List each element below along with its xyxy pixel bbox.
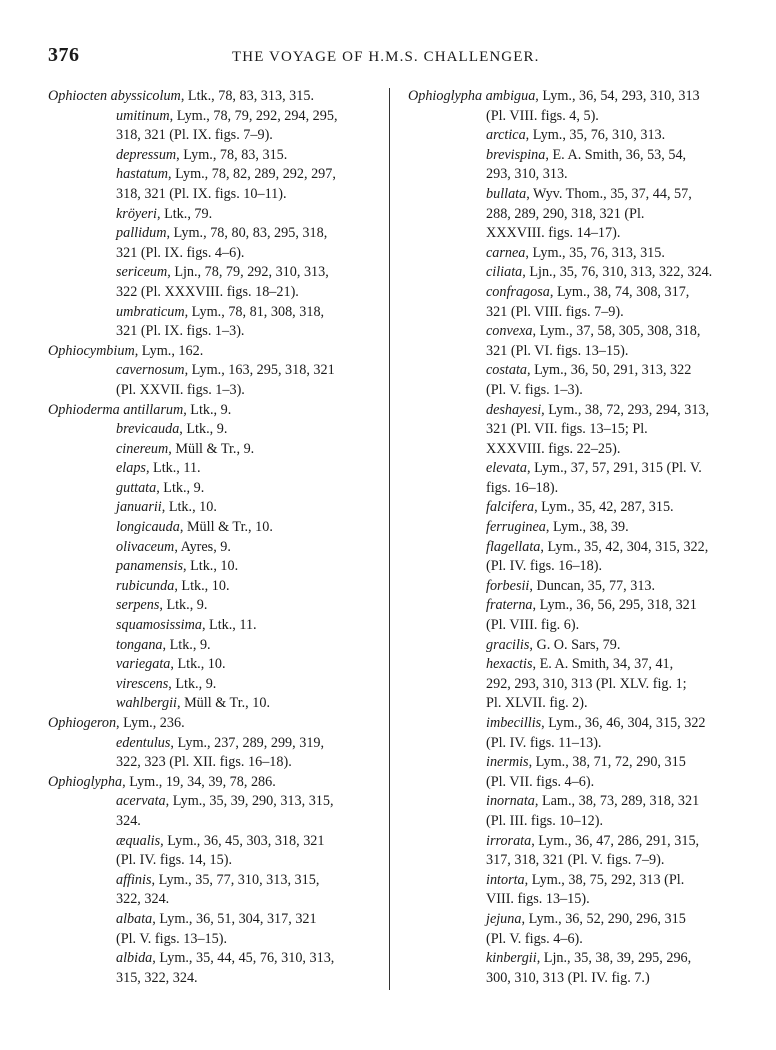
entry-references: , Lym., 162.	[134, 342, 204, 359]
index-species-entry	[48, 538, 383, 558]
entry-references: , Ltk., 10.	[161, 499, 217, 516]
entry-continuation: 324.	[116, 812, 141, 829]
entry-references: , Lym., 78, 80, 83, 295, 318,	[166, 225, 328, 242]
index-genus-entry	[48, 401, 383, 421]
species-name: squamosissima	[116, 617, 202, 634]
entry-continuation: 292, 293, 310, 313 (Pl. XLV. fig. 1;	[486, 675, 687, 692]
species-name: carnea	[486, 244, 526, 261]
entry-references: , Ltk., 10.	[174, 577, 230, 594]
species-name: brevicauda	[116, 421, 180, 438]
right-column	[408, 87, 760, 988]
species-name: longicauda	[116, 519, 180, 536]
entry-references: , Ltk., 9.	[183, 401, 232, 418]
species-name: acervata	[116, 793, 166, 810]
index-genus-entry	[48, 773, 383, 793]
entry-references: , Lym., 38, 75, 292, 313 (Pl.	[524, 871, 685, 888]
species-name: virescens	[116, 675, 169, 692]
species-name: elaps	[116, 460, 146, 477]
entry-references: , Lym., 237, 289, 299, 319,	[170, 734, 325, 751]
entry-references: , Ltk., 11.	[145, 460, 201, 477]
entry-continuation: 318, 321 (Pl. IX. figs. 7–9).	[116, 127, 273, 144]
species-name: deshayesi	[486, 401, 542, 418]
page-number: 376	[48, 44, 80, 66]
species-name: tongana	[116, 636, 163, 653]
species-name: arctica	[486, 127, 526, 144]
entry-continuation: (Pl. V. figs. 1–3).	[486, 381, 583, 398]
entry-references: , Lym., 37, 57, 291, 315 (Pl. V.	[526, 460, 702, 477]
index-species-entry	[408, 832, 760, 852]
index-genus-entry	[48, 342, 383, 362]
species-name: panamensis	[116, 558, 183, 575]
entry-references: , Lym., 78, 82, 289, 292, 297,	[168, 166, 336, 183]
index-species-entry	[48, 420, 383, 440]
entry-references: , Lym., 38, 74, 308, 317,	[549, 283, 690, 300]
entry-references: , Lym., 78, 79, 292, 294, 295,	[169, 107, 338, 124]
index-species-entry	[48, 557, 383, 577]
entry-continuation: VIII. figs. 13–15).	[486, 891, 590, 908]
entry-references: , Lym., 37, 58, 305, 308, 318,	[532, 323, 701, 340]
entry-references: , Müll & Tr., 9.	[168, 440, 255, 457]
index-species-entry	[408, 146, 760, 166]
entry-continuation: (Pl. VII. figs. 4–6).	[486, 773, 595, 790]
species-name: antillarum	[123, 401, 184, 418]
entry-references: , Lym., 35, 39, 290, 313, 315,	[165, 793, 334, 810]
entry-references: , Lym., 78, 81, 308, 318,	[184, 303, 325, 320]
left-column	[48, 87, 383, 988]
index-species-entry	[408, 459, 760, 479]
entry-references: , Lym., 35, 77, 310, 313, 315,	[151, 871, 320, 888]
index-species-entry	[48, 596, 383, 616]
index-species-entry	[408, 596, 760, 616]
index-species-entry	[408, 949, 760, 969]
entry-references: , Ltk., 78, 83, 313, 315.	[180, 88, 315, 104]
index-species-entry	[48, 146, 383, 166]
entry-references: , E. A. Smith, 36, 53, 54,	[545, 146, 687, 163]
species-name: inermis	[486, 754, 529, 771]
entry-references: , Ltk., 9.	[168, 675, 217, 692]
index-species-entry	[48, 616, 383, 636]
index-species-entry	[48, 792, 383, 812]
entry-references: , Lym., 78, 83, 315.	[176, 146, 288, 163]
entry-references: , Lym., 236.	[116, 715, 185, 731]
entry-continuation: 318, 321 (Pl. IX. figs. 10–11).	[116, 185, 287, 202]
index-species-entry	[408, 538, 760, 558]
entry-references: , G. O. Sars, 79.	[529, 636, 621, 653]
species-name: depressum	[116, 146, 177, 163]
entry-continuation: (Pl. IV. figs. 16–18).	[486, 558, 602, 575]
entry-continuation: XXXVIII. figs. 22–25).	[486, 440, 621, 457]
index-species-entry	[408, 263, 760, 283]
species-name: forbesii	[486, 577, 530, 594]
entry-references: , Lym., 38, 71, 72, 290, 315	[528, 754, 686, 771]
genus-name: Ophiogeron	[48, 715, 117, 731]
entry-continuation: 322 (Pl. XXXVIII. figs. 18–21).	[116, 283, 299, 300]
index-species-entry	[408, 753, 760, 773]
index-species-entry	[48, 734, 383, 754]
genus-name: Ophioglypha	[408, 88, 483, 104]
species-name: kinbergii	[486, 950, 537, 967]
index-species-entry	[48, 518, 383, 538]
entry-references: , Lym., 36, 52, 290, 296, 315	[521, 910, 686, 927]
entry-continuation: (Pl. III. figs. 10–12).	[486, 812, 604, 829]
running-head: THE VOYAGE OF H.M.S. CHALLENGER.	[232, 49, 540, 65]
species-name: intorta	[486, 871, 525, 888]
entry-references: , Ljn., 35, 38, 39, 295, 296,	[536, 950, 692, 967]
index-species-entry	[48, 655, 383, 675]
entry-references: , Ltk., 9.	[159, 597, 208, 614]
index-species-entry	[48, 224, 383, 244]
entry-continuation: (Pl. VIII. fig. 6).	[486, 617, 580, 634]
species-name: confragosa	[486, 283, 550, 300]
species-name: hastatum	[116, 166, 169, 183]
entry-references: , Lym., 36, 46, 304, 315, 322	[541, 715, 706, 731]
entry-references: , Ltk., 9.	[162, 636, 211, 653]
species-name: ferruginea	[486, 519, 546, 536]
index-species-entry	[48, 871, 383, 891]
entry-references: , Lym., 36, 51, 304, 317, 321	[152, 910, 317, 927]
entry-references: , Lym., 38, 39.	[545, 519, 629, 536]
species-name: ciliata	[486, 264, 523, 281]
entry-continuation: (Pl. IV. figs. 14, 15).	[116, 852, 232, 869]
index-species-entry	[48, 498, 383, 518]
species-name: ambigua	[485, 88, 536, 104]
index-species-entry	[408, 714, 760, 734]
species-name: variegata	[116, 656, 171, 673]
index-species-entry	[408, 792, 760, 812]
species-name: imbecillis	[486, 715, 542, 731]
index-species-entry	[408, 910, 760, 930]
species-name: irrorata	[486, 832, 532, 849]
index-species-entry	[48, 479, 383, 499]
species-name: hexactis	[486, 656, 533, 673]
entry-references: , Lym., 19, 34, 39, 78, 286.	[122, 773, 276, 790]
entry-continuation: 317, 318, 321 (Pl. V. figs. 7–9).	[486, 852, 665, 869]
index-species-entry	[48, 361, 383, 381]
species-name: jejuna	[486, 910, 522, 927]
species-name: edentulus	[116, 734, 171, 751]
index-species-entry	[408, 322, 760, 342]
index-genus-entry	[48, 87, 383, 107]
entry-references: , Ltk., 10.	[170, 656, 226, 673]
index-species-entry	[48, 263, 383, 283]
index-species-entry	[408, 577, 760, 597]
entry-references: , Ltk., 79.	[156, 205, 213, 222]
species-name: æqualis	[116, 832, 161, 849]
index-species-entry	[48, 949, 383, 969]
species-name: januarii	[116, 499, 162, 516]
index-species-entry	[48, 165, 383, 185]
entry-references: , E. A. Smith, 34, 37, 41,	[532, 656, 674, 673]
index-species-entry	[408, 498, 760, 518]
entry-references: , Lym., 36, 50, 291, 313, 322	[526, 362, 692, 379]
entry-references: , Duncan, 35, 77, 313.	[529, 577, 656, 594]
species-name: pallidum	[116, 225, 167, 242]
entry-references: , Lym., 36, 56, 295, 318, 321	[532, 597, 697, 614]
species-name: guttata	[116, 479, 157, 496]
species-name: convexa	[486, 323, 533, 340]
index-species-entry	[408, 126, 760, 146]
species-name: sericeum	[116, 264, 168, 281]
index-species-entry	[408, 871, 760, 891]
index-species-entry	[408, 283, 760, 303]
entry-continuation: 322, 323 (Pl. XII. figs. 16–18).	[116, 754, 292, 771]
entry-references: , Ljn., 78, 79, 292, 310, 313,	[167, 264, 329, 281]
species-name: olivaceum	[116, 538, 175, 555]
entry-continuation: (Pl. V. figs. 4–6).	[486, 930, 583, 947]
species-name: falcifera	[486, 499, 535, 516]
entry-references: , Lym., 35, 42, 304, 315, 322,	[540, 538, 709, 555]
species-name: flagellata	[486, 538, 541, 555]
species-name: costata	[486, 362, 527, 379]
species-name: abyssicolum	[110, 88, 181, 104]
entry-references: , Lym., 35, 76, 313, 315.	[525, 244, 665, 261]
entry-continuation: 322, 324.	[116, 891, 170, 908]
index-species-entry	[48, 694, 383, 714]
entry-references: , Lym., 35, 42, 287, 315.	[534, 499, 674, 516]
entry-references: , Lam., 38, 73, 289, 318, 321	[534, 793, 700, 810]
index-species-entry	[408, 185, 760, 205]
entry-references: , Lym., 35, 76, 310, 313.	[525, 127, 666, 144]
index-species-entry	[48, 832, 383, 852]
species-name: gracilis	[486, 636, 530, 653]
index-species-entry	[48, 205, 383, 225]
species-name: bullata	[486, 185, 527, 202]
column-divider	[389, 88, 390, 990]
index-genus-entry	[48, 714, 383, 734]
index-species-entry	[408, 361, 760, 381]
entry-references: , Ltk., 9.	[179, 421, 228, 438]
species-name: albida	[116, 950, 153, 967]
entry-references: , Ltk., 10.	[183, 558, 239, 575]
species-name: serpens	[116, 597, 160, 614]
entry-references: , Ayres, 9.	[174, 538, 231, 555]
entry-continuation: (Pl. XXVII. figs. 1–3).	[116, 381, 245, 398]
genus-name: Ophiocten	[48, 88, 108, 104]
entry-continuation: 288, 289, 290, 318, 321 (Pl.	[486, 205, 645, 222]
species-name: umbraticum	[116, 303, 185, 320]
index-species-entry	[408, 636, 760, 656]
species-name: brevispina	[486, 146, 546, 163]
index-species-entry	[48, 303, 383, 323]
species-name: rubicunda	[116, 577, 175, 594]
entry-references: , Ltk., 9.	[156, 479, 205, 496]
entry-continuation: 321 (Pl. VIII. figs. 7–9).	[486, 303, 624, 320]
entry-continuation: 315, 322, 324.	[116, 969, 198, 986]
species-name: albata	[116, 910, 153, 927]
entry-continuation: 300, 310, 313 (Pl. IV. fig. 7.)	[486, 969, 650, 986]
species-name: cavernosum	[116, 362, 185, 379]
index-species-entry	[48, 577, 383, 597]
index-species-entry	[408, 518, 760, 538]
index-species-entry	[48, 107, 383, 127]
entry-references: , Müll & Tr., 10.	[176, 695, 271, 712]
entry-references: , Müll & Tr., 10.	[179, 519, 273, 536]
species-name: umitinum	[116, 107, 170, 124]
entry-continuation: (Pl. V. figs. 13–15).	[116, 930, 228, 947]
entry-continuation: 321 (Pl. IX. figs. 1–3).	[116, 323, 245, 340]
entry-references: , Lym., 35, 44, 45, 76, 310, 313,	[152, 950, 335, 967]
species-name: elevata	[486, 460, 527, 477]
entry-continuation: (Pl. IV. figs. 11–13).	[486, 734, 602, 751]
index-species-entry	[48, 675, 383, 695]
entry-references: , Ljn., 35, 76, 310, 313, 322, 324.	[522, 264, 713, 281]
entry-references: , Lym., 36, 45, 303, 318, 321	[160, 832, 325, 849]
index-species-entry	[408, 244, 760, 264]
genus-name: Ophiocymbium	[48, 342, 135, 359]
index-species-entry	[48, 440, 383, 460]
entry-continuation: (Pl. VIII. figs. 4, 5).	[486, 107, 599, 124]
entry-references: , Lym., 38, 72, 293, 294, 313,	[541, 401, 710, 418]
index-genus-entry	[408, 87, 760, 107]
entry-references: , Ltk., 11.	[201, 617, 257, 634]
species-name: wahlbergii	[116, 695, 177, 712]
genus-name: Ophioglypha	[48, 773, 123, 790]
entry-continuation: 321 (Pl. VI. figs. 13–15).	[486, 342, 629, 359]
entry-continuation: 321 (Pl. VII. figs. 13–15; Pl.	[486, 421, 648, 438]
entry-continuation: 293, 310, 313.	[486, 166, 568, 183]
index-species-entry	[48, 459, 383, 479]
entry-references: , Lym., 163, 295, 318, 321	[184, 362, 335, 379]
species-name: cinereum	[116, 440, 169, 457]
species-name: affinis	[116, 871, 152, 888]
entry-continuation: 321 (Pl. IX. figs. 4–6).	[116, 244, 245, 261]
index-species-entry	[48, 910, 383, 930]
entry-continuation: figs. 16–18).	[486, 479, 559, 496]
index-species-entry	[408, 655, 760, 675]
entry-references: , Lym., 36, 54, 293, 310, 313	[535, 88, 700, 104]
entry-continuation: XXXVIII. figs. 14–17).	[486, 225, 621, 242]
species-name: fraterna	[486, 597, 533, 614]
genus-name: Ophioderma	[48, 401, 120, 418]
index-species-entry	[48, 636, 383, 656]
species-name: inornata	[486, 793, 535, 810]
entry-references: , Lym., 36, 47, 286, 291, 315,	[531, 832, 700, 849]
species-name: kröyeri	[116, 205, 157, 222]
index-species-entry	[408, 401, 760, 421]
entry-references: , Wyv. Thom., 35, 37, 44, 57,	[526, 185, 692, 202]
entry-continuation: Pl. XLVII. fig. 2).	[486, 695, 588, 712]
